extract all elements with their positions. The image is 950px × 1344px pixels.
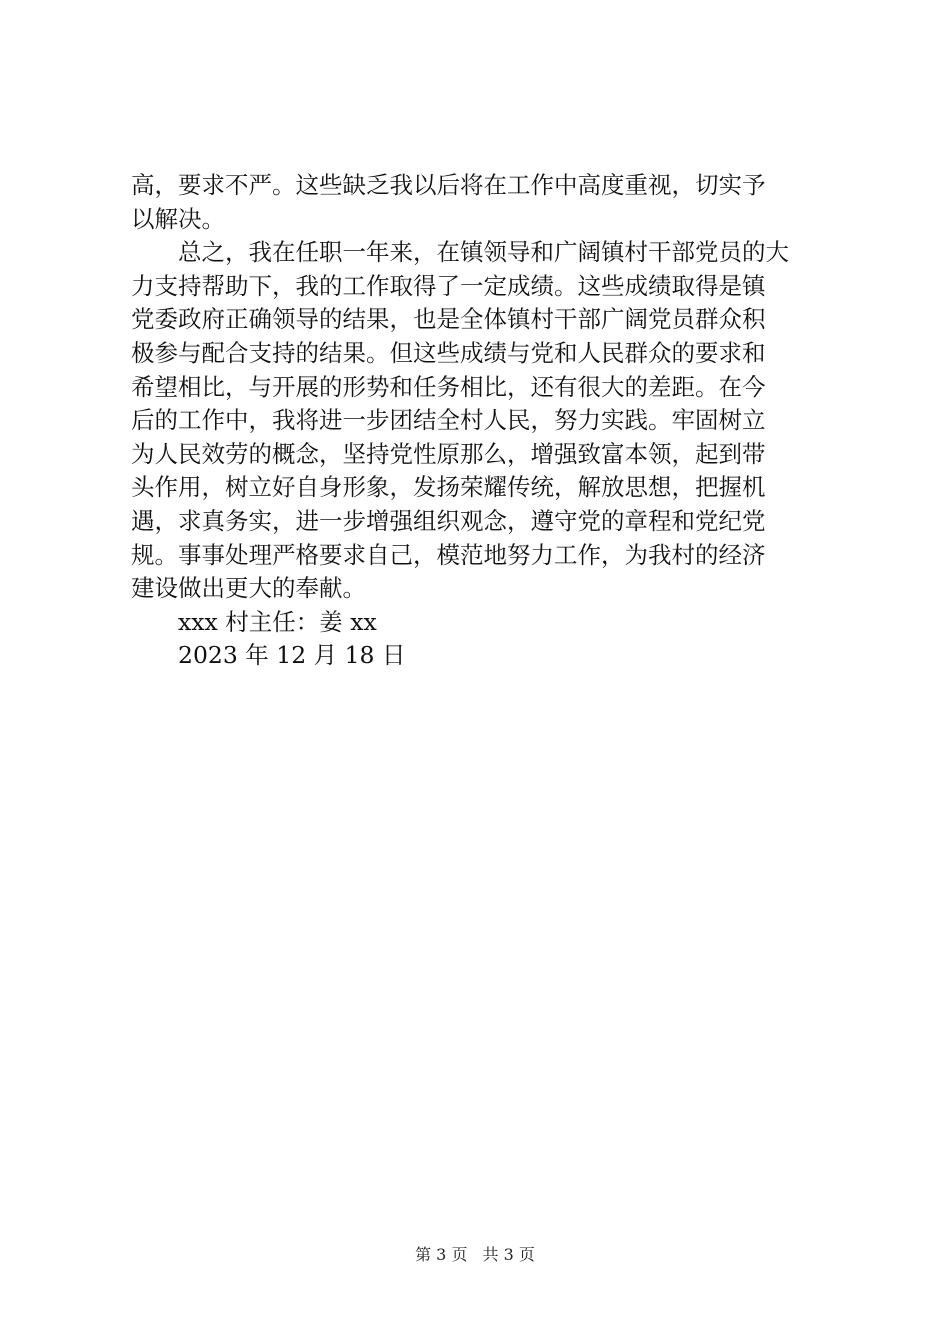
paragraph-line: 党委政府正确领导的结果，也是全体镇村干部广阔党员群众积 bbox=[131, 305, 766, 334]
page-number: 第 3 页 bbox=[415, 1245, 468, 1264]
page-footer bbox=[0, 1244, 950, 1266]
signature-line: xxx 村主任：姜 xx bbox=[178, 607, 377, 636]
paragraph-line: 建设做出更大的奉献。 bbox=[131, 574, 366, 603]
paragraph-line: 遇，求真务实，进一步增强组织观念，遵守党的章程和党纪党 bbox=[131, 506, 766, 535]
paragraph-line: 为人民效劳的概念，坚持党性原那么，增强致富本领，起到带 bbox=[131, 439, 766, 468]
paragraph-line: 以解决。 bbox=[131, 204, 225, 233]
document-body bbox=[131, 170, 831, 674]
paragraph-line: 总之，我在任职一年来，在镇领导和广阔镇村干部党员的大 bbox=[178, 238, 789, 267]
paragraph-line: 规。事事处理严格要求自己，模范地努力工作，为我村的经济 bbox=[131, 540, 766, 569]
paragraph-line: 高，要求不严。这些缺乏我以后将在工作中高度重视，切实予 bbox=[131, 171, 766, 199]
paragraph-line: 力支持帮助下，我的工作取得了一定成绩。这些成绩取得是镇 bbox=[131, 271, 766, 300]
paragraph-line: 后的工作中，我将进一步团结全村人民，努力实践。牢固树立 bbox=[131, 406, 766, 435]
paragraph-line: 希望相比，与开展的形势和任务相比，还有很大的差距。在今 bbox=[131, 372, 766, 401]
paragraph-line: 极参与配合支持的结果。但这些成绩与党和人民群众的要求和 bbox=[131, 338, 766, 367]
paragraph-line: 头作用，树立好自身形象，发扬荣耀传统，解放思想，把握机 bbox=[131, 473, 766, 502]
page-total: 共 3 页 bbox=[482, 1245, 535, 1264]
date-line: 2023 年 12 月 18 日 bbox=[178, 641, 406, 670]
